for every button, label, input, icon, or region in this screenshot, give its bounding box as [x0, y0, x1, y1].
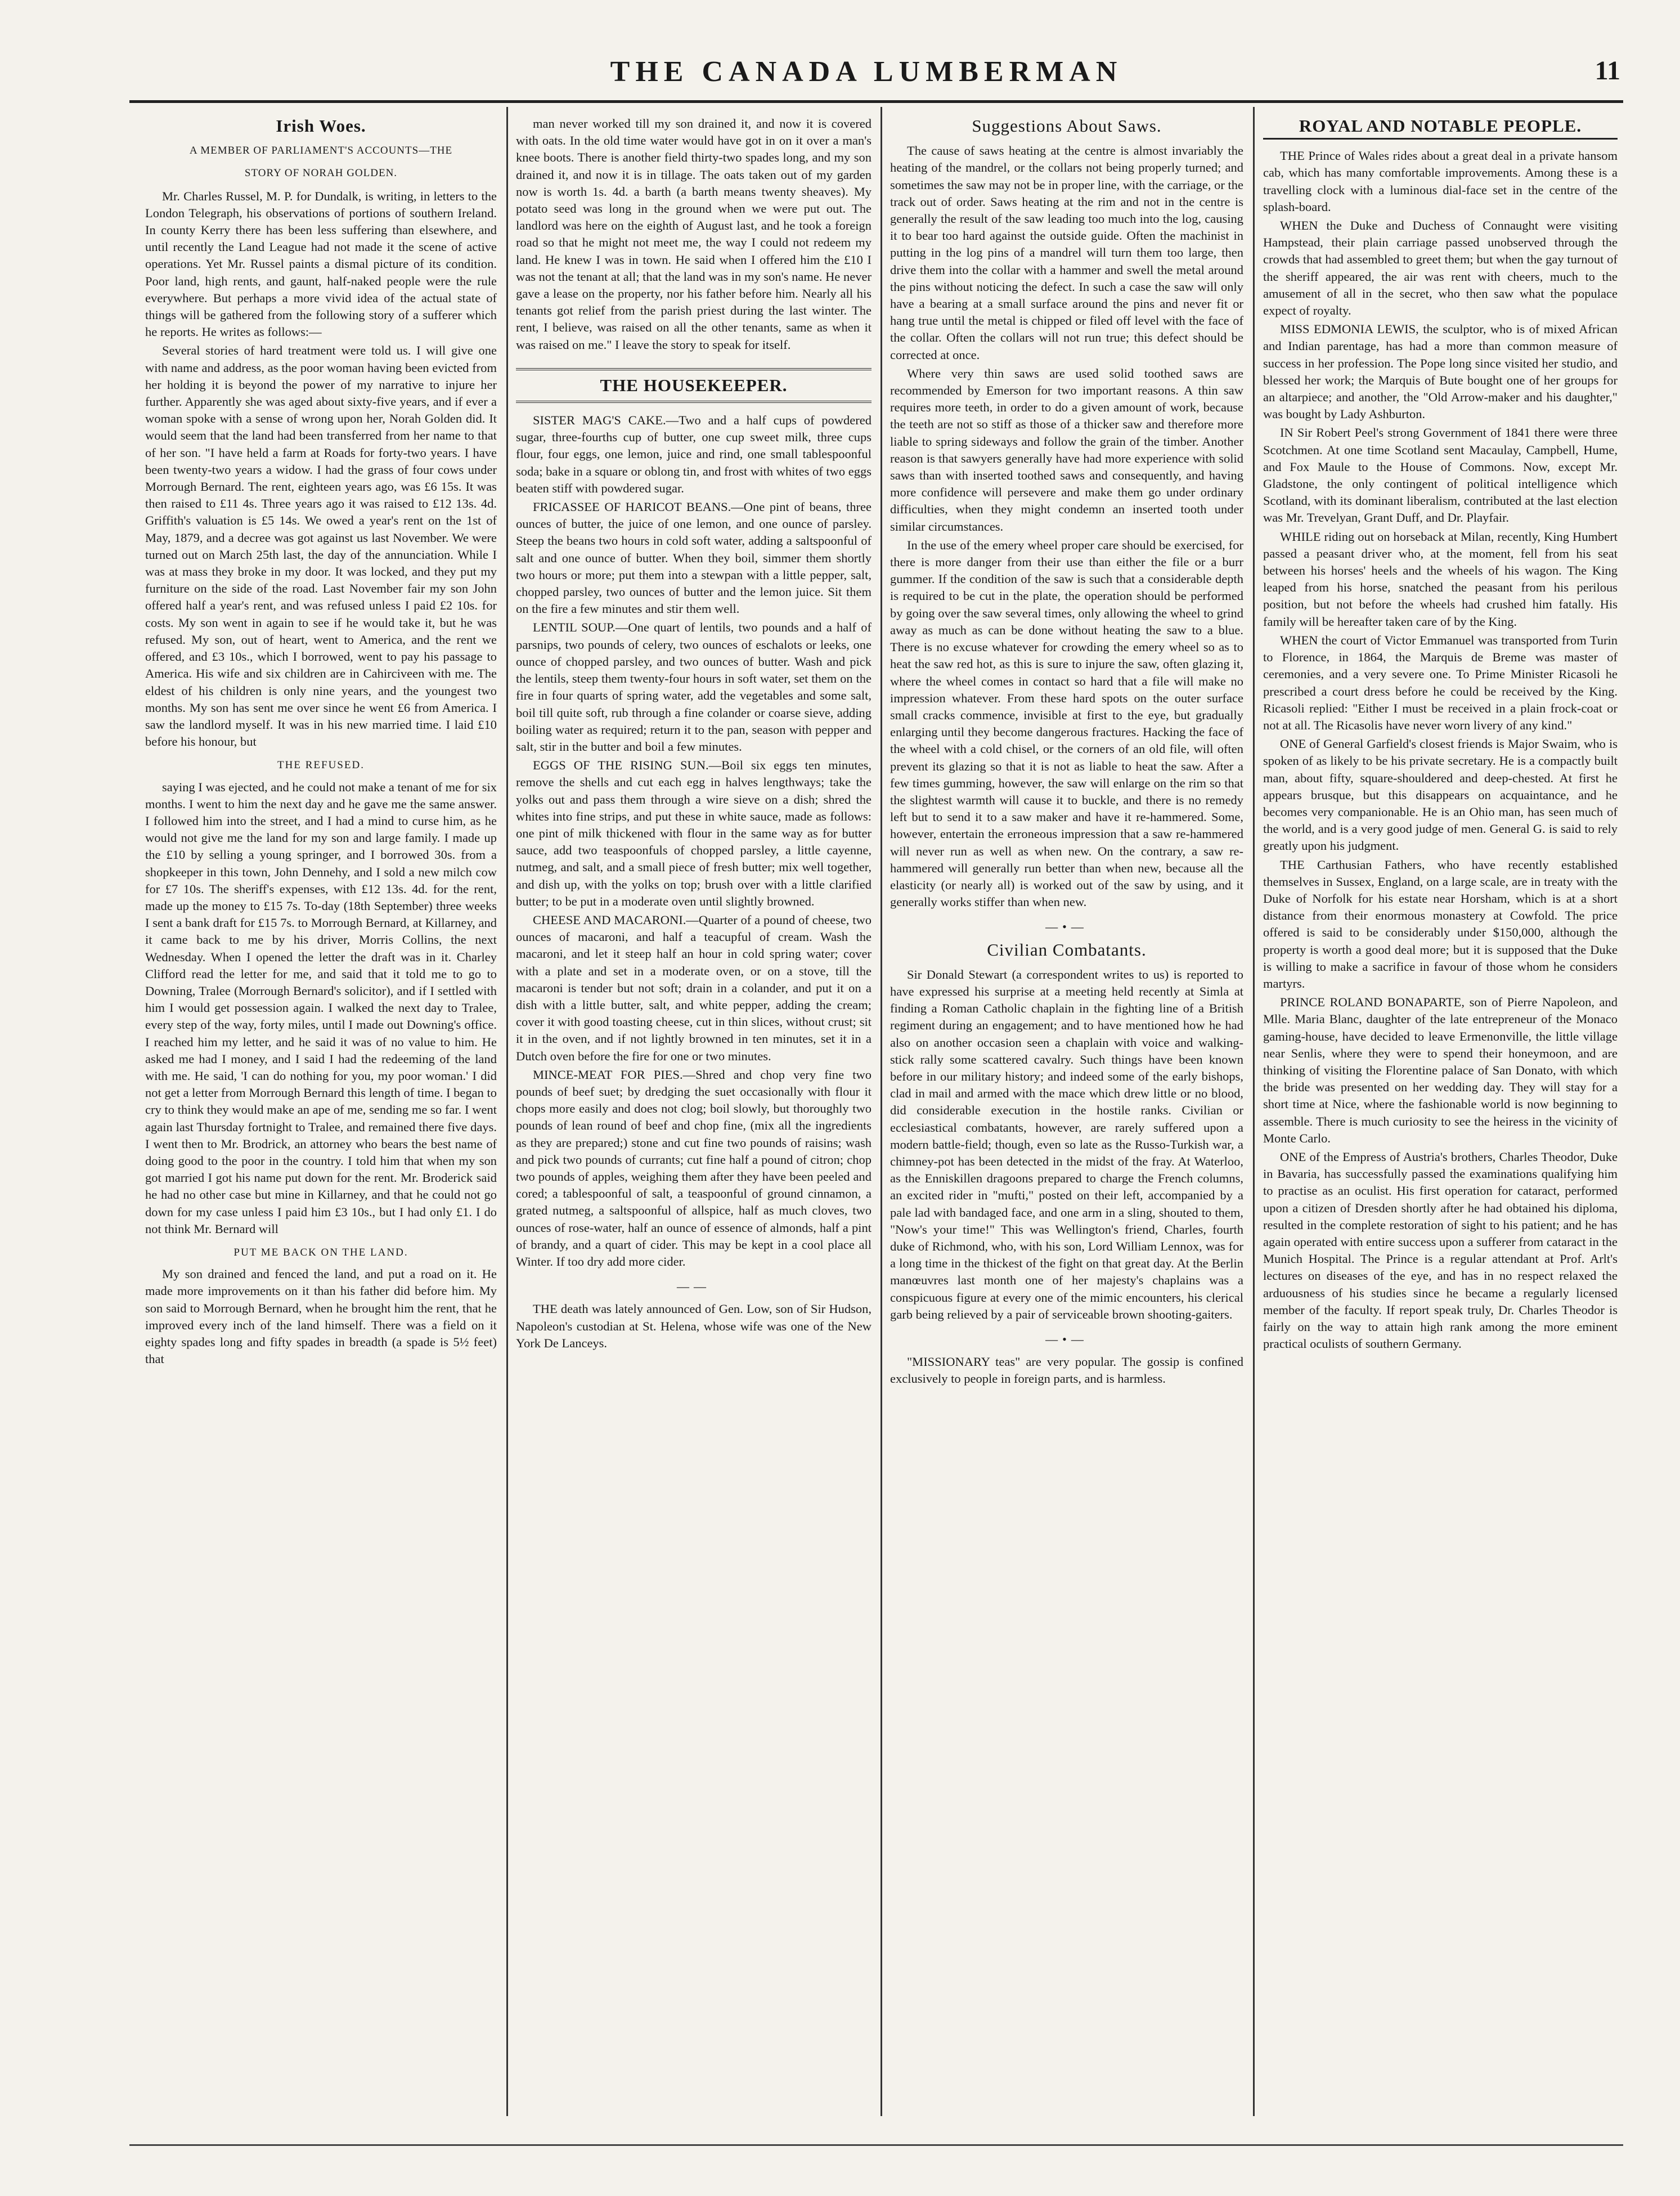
paragraph: The cause of saws heating at the centre is almost invariably the heating of the mandrel, or the collars not being properly turned; and sometimes the saw may not be in proper line, with the carriage, or the track out of order. Saws heating at the rim and not in the centre is generally the result of the saw leading too much into the log, causing it to bear too hard against the outside guide. Often the machinist in putting in the log pins of a mandrel will turn them too large, then drive them into the collar with a hammer and swell the metal around the pins without noticing the defect. In such a case the saw will only have a bearing at a small surface around the pins and never fit or hang true until the metal is chipped or filed off level with the face of the collar. Often the collars will not run true; this defect should be corrected at once.: [890, 144, 1243, 362]
paragraph: In the use of the emery wheel proper care should be exercised, for there is more danger from their use than either the file or a burr gummer. If the condition of the saw is such that a considerable depth is required to be cut in the plate, the operation should be performed by going over the saw several times, only allowing the wheel to grind away as much as can be done without heating the saw to a blue. There is no excuse whatever for crowding the emery wheel so as to heat the saw red hot, as this is sure to injure the saw, often glazing it, where the wheel comes in contact so hard that a file will make no impression whatever. From these hard spots on the outer surface small cracks commence, invisible at first to the eye, but gradually enlarging until they become dangerous fractures. Hacking the face of the wheel with a cold chisel, or the corners of an old file, will often prevent its glazing so that it is not as liable to heat the saw. After a few times gumming, however, the saw will enlarge on the rim so that the slightest warmth will cause it to buckle, and there is no remedy left but to send it to a saw maker and have it re-hammered. Some, however, entertain the erroneous impression that a saw re-hammered will never run as well as when new. On the contrary, a saw re-hammered will generally run better than when new, because all the elasticity (or nearly all) is worked out of the saw by using, and it generally works stiffer than when new.: [890, 537, 1243, 909]
paragraph: WHILE riding out on horseback at Milan, recently, King Humbert passed a peasant driver who, at the moment, fell from his seat between his horses' heels and the wheels of his wagon. The King leaped from his horse, snatched the peasant from his perilous position, but not before the wheels had crushed him fatally. His family will be hereafter taken care of by the King.: [1263, 529, 1618, 629]
paragraph: WHEN the court of Victor Emmanuel was transported from Turin to Florence, in 1864, the Marquis de Breme was master of ceremonies, and a very severe one. To Prime Minister Ricasoli he prescribed a court dress before he could be received by the King. Ricasoli replied: "Either I must be received in a plain frock-coat or not at all. The Ricasolis have never worn livery of any kind.": [1263, 633, 1618, 732]
column-2: [516, 115, 872, 2136]
article-heading-housekeeper: THE HOUSEKEEPER.: [516, 368, 872, 403]
paragraph: My son drained and fenced the land, and put a road on it. He made more improvements on it than his father did before him. My son said to Morrough Bernard, when he brought him the rent, that he improved every inch of the land himself. There was a field on it eighty spades long and fifty spades in breadth (a spade is 5½ feet) that: [145, 1267, 497, 1366]
recipe: SISTER MAG'S CAKE.—Two and a half cups of powdered sugar, three-fourths cup of butter, one cup sweet milk, three cups flour, four eggs, one lemon, juice and rind, one small tablespoonful soda; bake in a square or oblong tin, and frost with whites of two eggs beaten stiff with powdered sugar.: [516, 413, 872, 495]
recipe: FRICASSEE OF HARICOT BEANS.—One pint of beans, three ounces of butter, the juice of one lemon, and one ounce of parsley. Steep the beans two hours in cold soft water, adding a saltspoonful of salt and one ounce of butter. When they boil, simmer them shortly two hours or more; put them into a stewpan with a little pepper, salt, chopped parsley, two ounces of butter and the lemon juice. Sit them on the fire a few minutes and stir them well.: [516, 500, 872, 616]
column-rule: [506, 107, 508, 2116]
paragraph: PRINCE ROLAND BONAPARTE, son of Pierre Napoleon, and Mlle. Maria Blanc, daughter of the late entrepreneur of the Monaco gaming-house, have decided to leave Ermenonville, the little village near Senlis, where they were to spend their honeymoon, and are thinking of visiting the Florentine palace of San Donato, with which the bride was presented on her wedding day. They will stay for a short time at Nice, where the fashionable world is now beginning to assemble. There is much curiosity to see the heiress in the vicinity of Monte Carlo.: [1263, 995, 1618, 1145]
paragraph: IN Sir Robert Peel's strong Government of 1841 there were three Scotchmen. At one time Scotland sent Macaulay, Campbell, Hume, and Fox Maule to the House of Commons. Now, except Mr. Gladstone, the only contingent of political intelligence which Scotland, with its dominant liberalism, contributed at the last election was Mr. Trevelyan, Grant Duff, and Dr. Playfair.: [1263, 425, 1618, 525]
paragraph: saying I was ejected, and he could not make a tenant of me for six months. I went to him the next day and he gave me the same answer. I followed him into the street, and I had a mind to curse him, as he would not give me the land for my son and large family. I made up the £10 by selling a young springer, and I borrowed 30s. from a shopkeeper in this town, John Dennehy, and I sold a new milch cow for £7 10s. The sheriff's expenses, with £12 13s. 4d. for the rent, made up the money to £15 7s. To-day (18th September) three weeks I sent a bank draft for £15 7s. to Morrough Bernard, at Killarney, and it came back to me by his driver, Morris Collins, the next Wednesday. When I opened the letter the draft was in it. Charley Clifford read the letter for me, and said that it told me to go to Downing, Tralee (Morrough Bernard's solicitor), and if I settled with him I would get possession again. I walked the next day to Tralee, every step of the way, forty miles, until I made out Downing's office. I reached him my letter, and he said it was of no value to him. He asked me had I money, and I said I had the redeeming of the land with me. He said, 'I can do nothing for you, my poor woman.' I did not get a letter from Morrough Bernard this length of time. I began to cry to think they would make an ape of me, sending me so far. I went again last Thursday fortnight to Tralee, and remained there five days. I went then to Mr. Brodrick, an attorney who bears the best name of doing good to the poor in the country. I told him that when my son got married I got his name put down for the rent. Mr. Broderick said he had no other case but mine in Killarney, and that he could not go down for my case unless I paid him £3 10s., but I had only £1. I do not think Mr. Bernard will: [145, 779, 497, 1236]
section-heading: THE REFUSED.: [277, 759, 365, 772]
newspaper-title: THE CANADA LUMBERMAN: [610, 56, 1123, 88]
paragraph: THE death was lately announced of Gen. Low, son of Sir Hudson, Napoleon's custodian at St. Helena, whose wife was one of the New York De Lanceys.: [516, 1302, 872, 1350]
recipe: MINCE-MEAT FOR PIES.—Shred and chop very fine two pounds of beef suet; by dredging the suet occasionally with flour it chops more easily and does not clog; boil slowly, but thoroughly two pounds of lean round of beef and chop fine, (mix all the ingredients as they are prepared;) stone and cut fine two pounds of raisins; wash and pick two pounds of currants; cut fine half a pound of citron; chop two pounds of apples, weighing them after they have been peeled and cored; a tablespoonful of salt, a teaspoonful of ground cinnamon, a grated nutmeg, a saltspoonful of allspice, half as much cloves, two ounces of rose-water, half an ounce of essence of almonds, half a pint of brandy, and a quart of cider. This may be kept in a cool place all Winter. If too dry add more cider.: [516, 1067, 872, 1269]
paragraph: WHEN the Duke and Duchess of Connaught were visiting Hampstead, their plain carriage passed unobserved through the crowds that had assembled to greet them; but when the gay turnout of the sheriff appeared, the air was rent with cheers, much to the amusement of all in the secret, who then saw what the populace expect of royalty.: [1263, 218, 1618, 318]
masthead: [113, 55, 1620, 95]
section-divider: ——: [677, 1279, 711, 1294]
article-subheading: A MEMBER OF PARLIAMENT'S ACCOUNTS—THE: [189, 145, 453, 157]
paragraph: man never worked till my son drained it, and now it is covered with oats. In the old time water would have got in on it over a man's knee boots. There is another field thirty-two spades long, and my son drained it, and now it is in tillage. The oats taken out of my garden now is worth 1s. 4d. a barth (a barth means twenty sheaves). My potato seed was long in the ground when we were put out. The landlord was here on the eighth of August last, and he took a foreign road so that he might not meet me, the way I could not redeem my land. He knew I was in town. He said when I offered him the £10 I was not the tenant at all; that the land was in my son's name. He never gave a lease on the property, nor his father before him. Nearly all his tenants got relief from the parish priest during the last winter. The rent, I believe, was raised on all the other tenants, same as when it was raised on me." I leave the story to speak for itself.: [516, 116, 872, 352]
paragraph: Sir Donald Stewart (a correspondent writes to us) is reported to have expressed his surprise at a meeting held recently at Simla at finding a Roman Catholic chaplain in the fighting line of a British regiment during an engagement; and to have mentioned how he had also on another occasion seen a chaplain with voice and walking-stick rally some scattered cavalry. Such things have been known before in our military history; and indeed some of the early bishops, clad in mail and armed with the mace which drew little or no blood, did considerable execution in the hostile ranks. Civilian or ecclesiastical combatants, however, are rarely suffered upon a modern battle-field; though, even so late as the Russo-Turkish war, a chimney-pot has been detected in the midst of the fray. At Waterloo, as the Enniskillen dragoons prepared to charge the French columns, an excited rider in "mufti," posted on their left, accompanied by a pale lad with bandaged face, and one arm in a sling, shouted to them, "Now's your time!" This was Wellington's friend, Charles, fourth duke of Richmond, who, with his son, Lord William Lennox, was for a long time in the thickest of the fight on that great day. At the Berlin manœuvres last month one of her majesty's chaplains was a conspicuous figure at every one of the mimic encounters, his clerical garb being relieved by a pair of serviceable brown shooting-gaiters.: [890, 967, 1243, 1321]
paragraph: MISS EDMONIA LEWIS, the sculptor, who is of mixed African and Indian parentage, has had a more than common measure of success in her profession. The Pope long since visited her studio, and blessed her work; the Marquis of Bute bought one of her groups for an altarpiece; and another, the "Old Arrow-maker and his daughter," was bought by Lady Ashburton.: [1263, 322, 1618, 422]
recipe: LENTIL SOUP.—One quart of lentils, two pounds and a half of parsnips, two pounds of celery, two ounces of eschalots or leeks, one ounce of chopped parsley, and two ounces of butter. Wash and pick the lentils, steep them twenty-four hours in soft water, set them on the fire in four quarts of spring water, add the vegetables and some salt, boil till quite soft, rub through a fine colander or coarse sieve, adding boiling water as required; return it to the pan, season with pepper and salt, stir in the butter and boil a few minutes.: [516, 620, 872, 754]
article-heading-irish-woes: Irish Woes.: [276, 116, 366, 136]
paragraph: ONE of General Garfield's closest friends is Major Swaim, who is spoken of as likely to be his private secretary. He is a compactly built man, about fifty, square-shouldered and deep-chested. At first he appears brusque, but this disappears on acquaintance, and he becomes very companionable. He is an Ohio man, has seen much of the world, and is a very good judge of men. General G. is said to rely greatly upon his judgment.: [1263, 737, 1618, 853]
page-number: 11: [1594, 56, 1620, 86]
bottom-rule: [129, 2144, 1623, 2146]
section-divider: —•—: [1045, 1332, 1088, 1347]
article-heading-saws: Suggestions About Saws.: [972, 116, 1162, 136]
recipe: CHEESE AND MACARONI.—Quarter of a pound of cheese, two ounces of macaroni, and half a teacupful of cream. Wash the macaroni, and let it steep half an hour in cold spring water; cover with a plate and set in a moderate oven, or on a stove, till the macaroni is tender but not soft; drain in a colander, and put it on a dish with a little butter, salt, and white pepper, adding the cream; cover it with good toasting cheese, cut in thin slices, without crust; sit it in the oven, and if not lightly browned in ten minutes, set it in a Dutch oven before the fire for one or two minutes.: [516, 912, 872, 1063]
recipe: EGGS OF THE RISING SUN.—Boil six eggs ten minutes, remove the shells and cut each egg in halves lengthways; take the yolks out and pass them through a wire sieve on a dish; shred the whites into fine strips, and put these in white sauce, made as follows: one pint of milk thickened with flour in the same way as for butter sauce, add two teaspoonfuls of chopped parsley, a little cayenne, nutmeg, and salt, and a small piece of fresh butter; mix well together, and dish up, with the yolks on top; brush over with a little clarified butter; to be put in a moderate oven until slightly browned.: [516, 758, 872, 908]
paragraph: THE Carthusian Fathers, who have recently established themselves in Sussex, England, on a large scale, are in treaty with the Duke of Norfolk for his estate near Horsham, which is at a short distance from their enormous monastery at Cowfold. The price offered is said to be considerably under $150,000, although the property is worth a good deal more; but it is supposed that the Duke is willing to make a sacrifice in favour of those whom he considers martyrs.: [1263, 857, 1618, 991]
paragraph: THE Prince of Wales rides about a great deal in a private hansom cab, which has many comfortable improvements. Among these is a travelling clock with a luminous dial-face set in the centre of the splash-board.: [1263, 149, 1618, 214]
column-rule: [881, 107, 882, 2116]
paragraph: Several stories of hard treatment were told us. I will give one with name and address, as the poor woman having been evicted from her holding it is beyond the power of my narrative to injure her further. Apparently she was aged about sixty-five years, and if ever a woman spoke with a sense of wrong upon her, Norah Golden did. It would seem that the land had been transferred from her name to that of her son. "I have held a farm at Roads for forty-two years. I have been twenty-two years a widow. I had the grass of four cows under Morrough Bernard. The rent, eighteen years ago, was £6 15s. It was then raised to £11 4s. Three years ago it was raised to £12 13s. 4d. Griffith's valuation is £5 14s. We owed a year's rent on the 1st of May, 1879, and a decree was got against us last November. We were turned out on March 25th last, the day of the annunciation. While I was at mass they broke in my door. It was locked, and they put my furniture on the side of the road. Last November fair my son John offered half a year's rent, and was refused unless I paid £2 10s. for costs. My son went in again to see if he would take it, but he was refused. My son, out of heart, went to America, and the rent we offered, and £3 10s., which I borrowed, went to pay his passage to America. His wife and six children are in Cahirciveen with me. The eldest of his children is only nine years, and the youngest two months. My son has sent me over since he went £6 from America. I saw the landlord myself. It was in his new married time. I laid £10 before his honour, but: [145, 343, 497, 749]
column-1: [145, 115, 497, 2136]
paragraph: "MISSIONARY teas" are very popular. The gossip is confined exclusively to people in foreign parts, and is harmless.: [890, 1355, 1243, 1386]
column-4: [1263, 115, 1618, 2136]
masthead-rule: [129, 100, 1623, 103]
article-subheading: STORY OF NORAH GOLDEN.: [244, 167, 398, 180]
paragraph: Mr. Charles Russel, M. P. for Dundalk, is writing, in letters to the London Telegraph, his observations of portions of southern Ireland. In county Kerry there has been less suffering than elsewhere, and until recently the Land League had not made it the scene of active operations. Yet Mr. Russel paints a dismal picture of its condition. Poor land, high rents, and gaunt, half-naked people were the rule everywhere. But perhaps a more vivid idea of the actual state of things will be gathered from the following story of a sufferer which he reports. He writes as follows:—: [145, 189, 497, 339]
column-3: [890, 115, 1243, 2136]
section-divider: —•—: [1045, 920, 1088, 934]
article-heading-civilian: Civilian Combatants.: [987, 939, 1147, 960]
paragraph: Where very thin saws are used solid toothed saws are recommended by Emerson for two important reasons. A thin saw requires more teeth, in order to do a given amount of work, because the teeth are not so stiff as those of a thicker saw and therefore more liable to spring sideways and follow the grain of the timber. Another reason is that sawyers generally have had more experience with solid saws than with inserted toothed saws and consequently, and having more confidence will persevere and make them go under ordinary difficulties, when they might condemn an inserted tooth under similar circumstances.: [890, 366, 1243, 534]
paragraph: ONE of the Empress of Austria's brothers, Charles Theodor, Duke in Bavaria, has successfully passed the examinations qualifying him to practise as an oculist. His first operation for cataract, performed upon a citizen of Dresden shortly after he had obtained his diploma, resulted in the complete restoration of sight to his patient; and he has again operated with entire success upon a sufferer from cataract in the Munich Hospital. The Prince is a regular attendant at Prof. Arlt's lectures on diseases of the eye, and has in no respect relaxed the arduousness of his studies since he became a regularly licensed member of the faculty. If report speak truly, Dr. Charles Theodor is fairly on the way to attain high rank among the more eminent practical oculists of southern Germany.: [1263, 1149, 1618, 1351]
section-heading: PUT ME BACK ON THE LAND.: [233, 1247, 408, 1258]
column-rule: [1253, 107, 1255, 2116]
article-heading-royal: ROYAL AND NOTABLE PEOPLE.: [1263, 118, 1618, 140]
